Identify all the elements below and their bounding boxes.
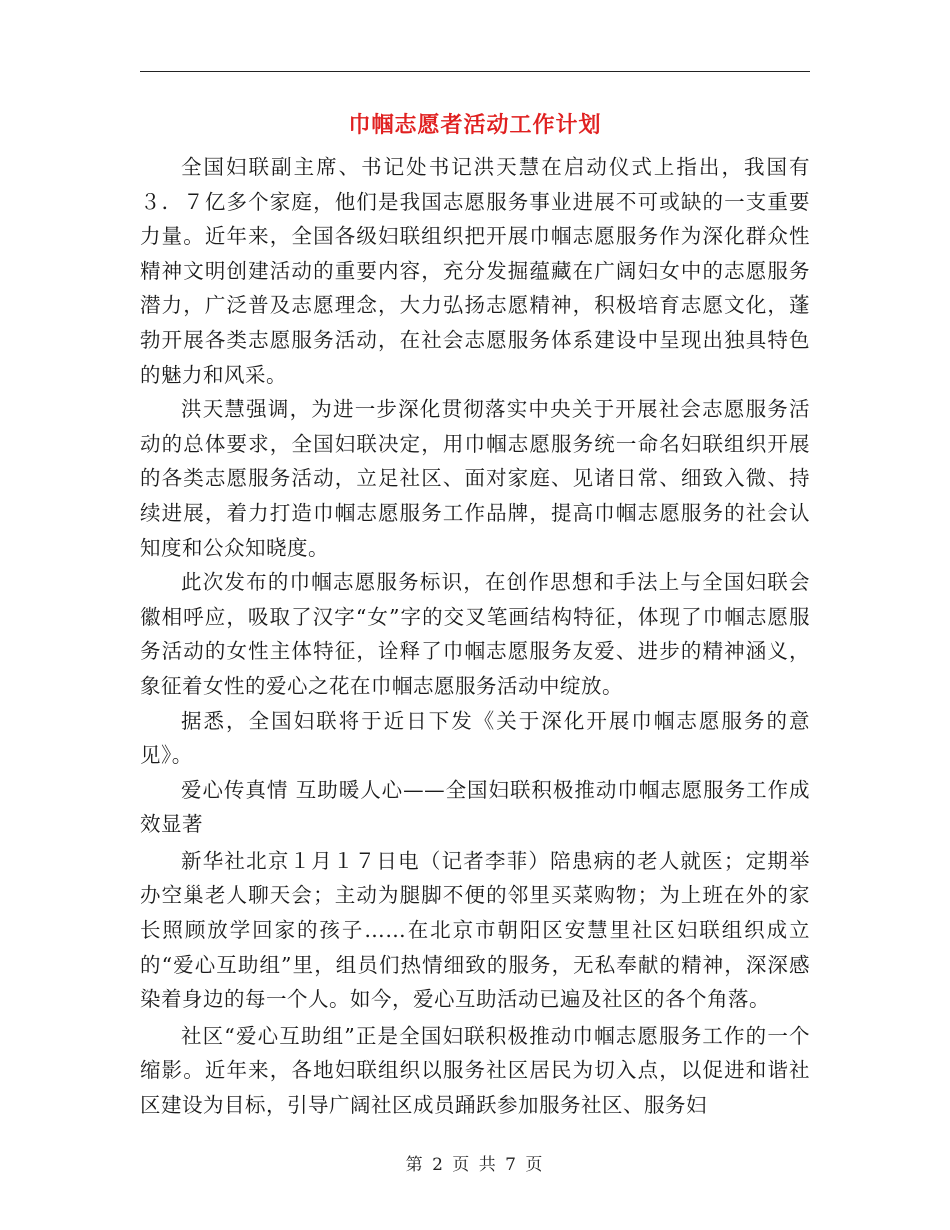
header-rule [140, 71, 810, 72]
document-body [140, 150, 810, 1123]
paragraph-5: 新华社北京１月１７日电（记者李菲）陪患病的老人就医；定期举办空巢老人聊天会；主动为腿脚不便的邻里买菜购物；为上班在外的家长照顾放学回家的孩子……在北京市朝阳区安慧里社区妇联组织成立的“爱心互助组”里，组员们热情细致的服务，无私奉献的精神，深深感染着身边的每一个人。如今，爱心互助活动已遍及社区的各个角落。 [140, 848, 810, 1012]
paragraph-4: 据悉，全国妇联将于近日下发《关于深化开展巾帼志愿服务的意见》。 [140, 708, 810, 768]
page-number-footer: 第 2 页 共 7 页 [405, 1155, 545, 1175]
paragraph-2: 洪天慧强调，为进一步深化贯彻落实中央关于开展社会志愿服务活动的总体要求，全国妇联决定，用巾帼志愿服务统一命名妇联组织开展的各类志愿服务活动，立足社区、面对家庭、见诸日常、细致入微、持续进展，着力打造巾帼志愿服务工作品牌，提高巾帼志愿服务的社会认知度和公众知晓度。 [140, 397, 810, 560]
section-heading: 爱心传真情 互助暖人心——全国妇联积极推动巾帼志愿服务工作成效显著 [140, 777, 810, 837]
paragraph-6: 社区“爱心互助组”正是全国妇联积极推动巾帼志愿服务工作的一个缩影。近年来，各地妇联组织以服务社区居民为切入点，以促进和谐社区建设为目标，引导广阔社区成员踊跃参加服务社区、服务妇 [140, 1023, 810, 1118]
document-title: 巾帼志愿者活动工作计划 [348, 112, 602, 138]
paragraph-3: 此次发布的巾帼志愿服务标识，在创作思想和手法上与全国妇联会徽相呼应，吸取了汉字“女”字的交叉笔画结构特征，体现了巾帼志愿服务活动的女性主体特征，诠释了巾帼志愿服务友爱、进步的精神涵义，象征着女性的爱心之花在巾帼志愿服务活动中绽放。 [140, 570, 810, 698]
paragraph-1: 全国妇联副主席、书记处书记洪天慧在启动仪式上指出，我国有３．７亿多个家庭，他们是我国志愿服务事业进展不可或缺的一支重要力量。近年来，全国各级妇联组织把开展巾帼志愿服务作为深化群众性精神文明创建活动的重要内容，充分发掘蕴藏在广阔妇女中的志愿服务潜力，广泛普及志愿理念，大力弘扬志愿精神，积极培育志愿文化，蓬勃开展各类志愿服务活动，在社会志愿服务体系建设中呈现出独具特色的魅力和风采。 [140, 155, 810, 387]
